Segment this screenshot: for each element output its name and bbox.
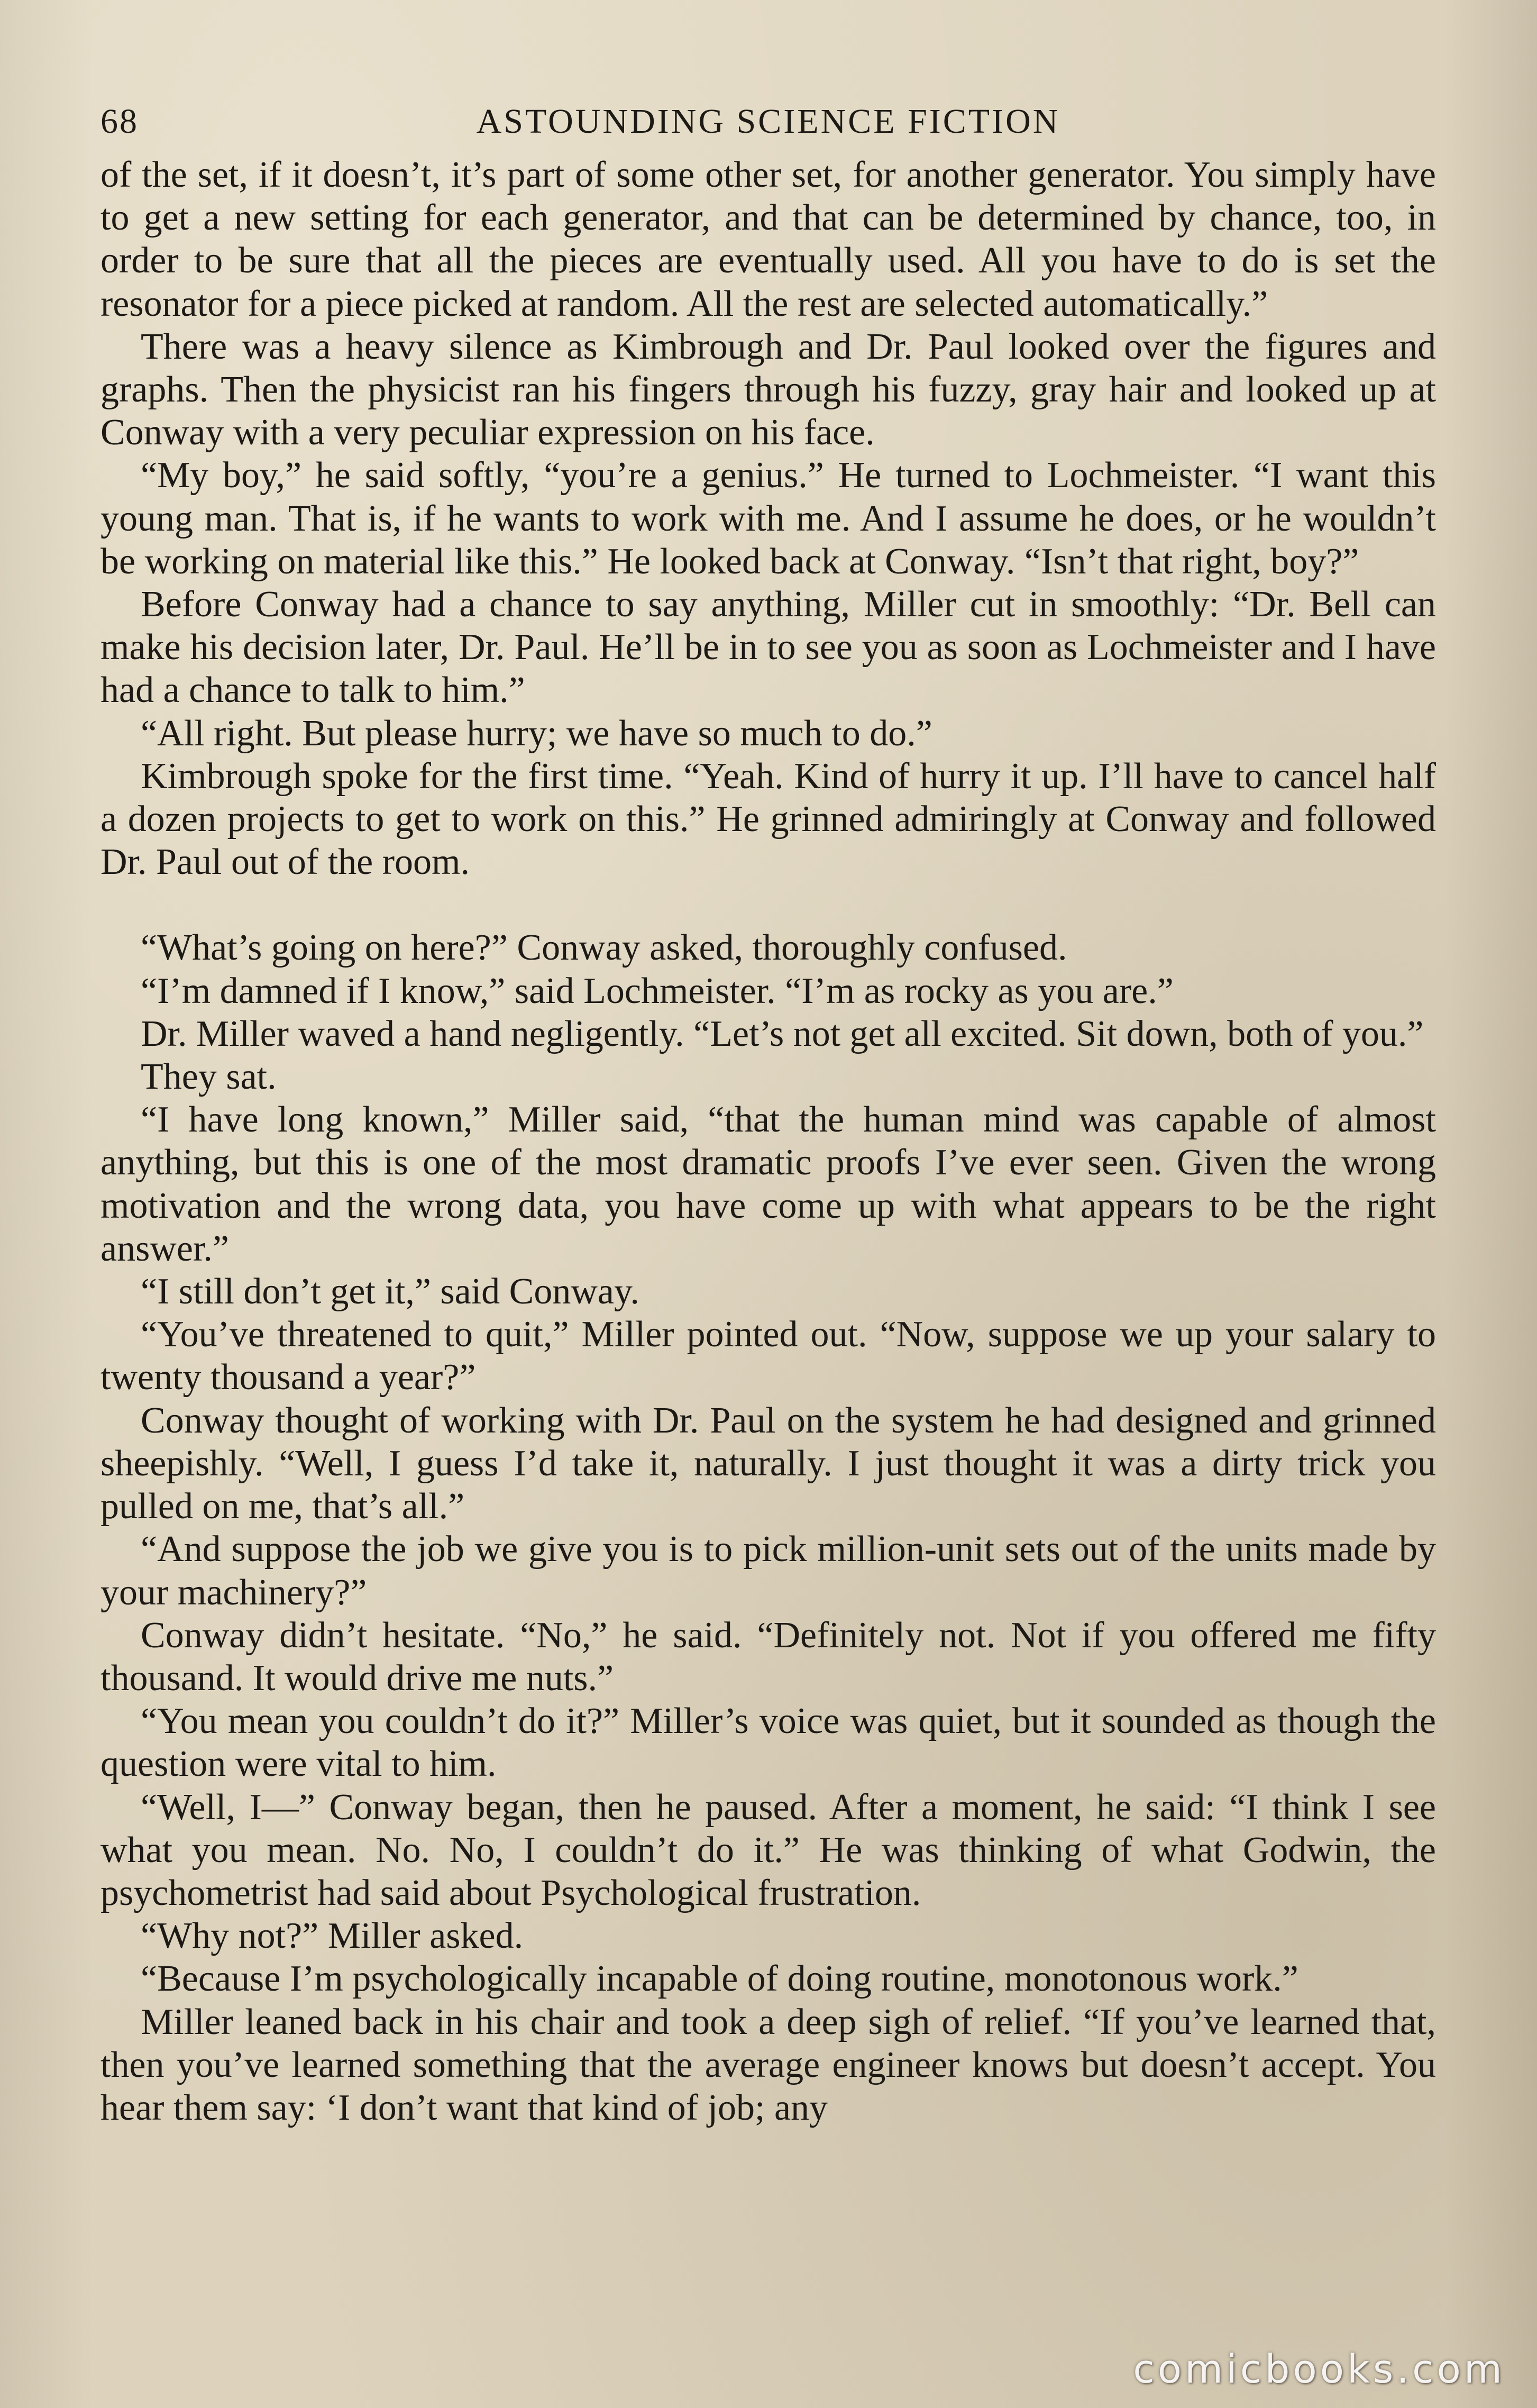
page-number: 68 bbox=[100, 102, 139, 141]
paragraph: “And suppose the job we give you is to pick million-unit sets out of the units made by your machinery?” bbox=[100, 1529, 1436, 1613]
paragraph: Miller leaned back in his chair and took a deep sigh of relief. “If you’ve learned that, then you’ve learned something that the average engineer knows but doesn’t accept. You hear them say: ‘I don’t want that kind of job; any bbox=[100, 2001, 1436, 2128]
paragraph: “I have long known,” Miller said, “that the human mind was capable of almost anything, but this is one of the most dramatic proofs I’ve ever seen. Given the wrong motivation and the wrong data, you have come up with what appears to be the right answer.” bbox=[100, 1099, 1436, 1269]
running-title: ASTOUNDING SCIENCE FICTION bbox=[476, 102, 1060, 141]
paragraph: There was a heavy silence as Kimbrough and Dr. Paul looked over the figures and graphs. Then the physicist ran his fingers through his fuzzy, gray hair and looked up at Conway with a very peculiar expression on his face. bbox=[100, 326, 1436, 453]
paragraph: “Because I’m psychologically incapable of doing routine, monotonous work.” bbox=[141, 1958, 1298, 2000]
body-text bbox=[100, 153, 1436, 2129]
paragraph: Before Conway had a chance to say anything, Miller cut in smoothly: “Dr. Bell can make his decision later, Dr. Paul. He’ll be in to see you as soon as Lochmeister and I have had a chance to talk to him.” bbox=[100, 584, 1436, 711]
watermark: comicbooks.com bbox=[1133, 2347, 1505, 2392]
paragraph: “I still don’t get it,” said Conway. bbox=[141, 1271, 639, 1312]
paragraph: “Why not?” Miller asked. bbox=[141, 1916, 524, 1957]
paragraph: “What’s going on here?” Conway asked, thoroughly confused. bbox=[141, 927, 1067, 969]
paragraph: “You mean you couldn’t do it?” Miller’s voice was quiet, but it sounded as though the question were vital to him. bbox=[100, 1701, 1436, 1785]
paragraph: They sat. bbox=[141, 1056, 277, 1098]
paragraph: “You’ve threatened to quit,” Miller pointed out. “Now, suppose we up your salary to twenty thousand a year?” bbox=[100, 1314, 1436, 1398]
paragraph: Kimbrough spoke for the first time. “Yeah. Kind of hurry it up. I’ll have to cancel half a dozen projects to get to work on this.” He grinned admiringly at Conway and followed Dr. Paul out of the room. bbox=[100, 755, 1436, 883]
paragraph: Conway didn’t hesitate. “No,” he said. “Definitely not. Not if you offered me fifty thousand. It would drive me nuts.” bbox=[100, 1615, 1436, 1699]
paragraph: Conway thought of working with Dr. Paul on the system he had designed and grinned sheepishly. “Well, I guess I’d take it, naturally. I just thought it was a dirty trick you pulled on me, that’s all.” bbox=[100, 1400, 1436, 1527]
paragraph: “All right. But please hurry; we have so much to do.” bbox=[141, 713, 932, 754]
paragraph: “My boy,” he said softly, “you’re a genius.” He turned to Lochmeister. “I want this young man. That is, if he wants to work with me. And I assume he does, or he wouldn’t be working on material like this.” He looked back at Conway. “Isn’t that right, boy?” bbox=[100, 455, 1436, 582]
book-page bbox=[100, 90, 1436, 2333]
paragraph: of the set, if it doesn’t, it’s part of some other set, for another generator. You simply have to get a new setting for each generator, and that can be determined by chance, too, in order to be sure that all the pieces are eventually used. All you have to do is set the resonator for a piece picked at random. All the rest are selected automatically.” bbox=[100, 154, 1436, 324]
paragraph: “I’m damned if I know,” said Lochmeister. “I’m as rocky as you are.” bbox=[141, 970, 1174, 1011]
paragraph: Dr. Miller waved a hand negligently. “Let’s not get all excited. Sit down, both of you.” bbox=[141, 1013, 1424, 1054]
page-header bbox=[100, 90, 1436, 153]
paragraph: “Well, I—” Conway began, then he paused. After a moment, he said: “I think I see what you mean. No. No, I couldn’t do it.” He was thinking of what Godwin, the psychometrist had said about Psychological frustration. bbox=[100, 1786, 1436, 1913]
